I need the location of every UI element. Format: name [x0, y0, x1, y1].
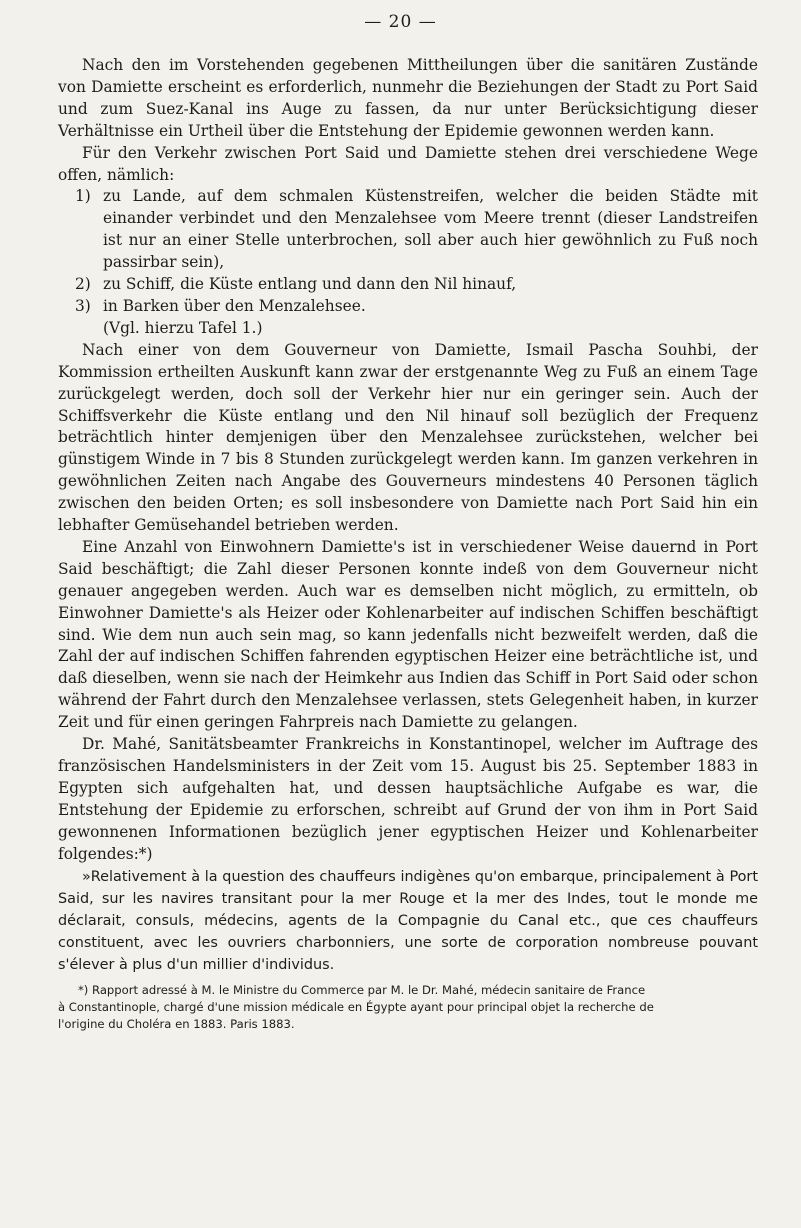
- french-quotation: »Relativement à la question des chauffeurs indigènes qu'on embarque, principalement à Port Said, sur les navires transitant pour la mer Rouge et la mer des Indes, tout le monde me déclarait, consuls, médecins, agents de la Compagnie du Canal etc., que ces chauffeurs constituent, avec les ouvriers charbonniers, une sorte de corporation nombreuse pouvant s'élever à plus d'un millier d'individus.: [58, 868, 758, 973]
- page-number: — 20 —: [364, 12, 437, 32]
- paragraph: Eine Anzahl von Einwohnern Damiette's ist in verschiedener Weise dauernd in Port Said beschäftigt; die Zahl dieser Personen konnte indeß von dem Gouverneur nicht genauer angegeben werden. Auch war es demselben nicht möglich, zu ermitteln, ob Einwohner Damiette's als Heizer oder Kohlenarbeiter auf indischen Schiffen beschäftigt sind. Wie dem nun auch sein mag, so kann jedenfalls nicht bezweifelt werden, daß die Zahl der auf indischen Schiffen fahrenden egyptischen Heizer eine beträchtliche ist, und daß dieselben, wenn sie nach der Heimkehr aus Indien das Schiff in Port Said oder schon während der Fahrt durch den Menzalehsee verlassen, stets Gelegenheit haben, in kurzer Zeit und für einen geringen Fahrpreis nach Damiette zu gelangen.: [58, 537, 758, 732]
- paragraph: Für den Verkehr zwischen Port Said und Damiette stehen drei verschiedene Wege offen, nämlich:: [58, 143, 758, 184]
- list-text: zu Lande, auf dem schmalen Küstenstreifen, welcher die beiden Städte mit einander verbindet und den Menzalehsee vom Meere trennt (dieser Landstreifen ist nur an einer Stelle unterbrochen, soll aber auch hier gewöhnlich zu Fuß noch passirbar sein),: [103, 187, 758, 272]
- list-item: [58, 296, 758, 318]
- list-number: 1): [75, 187, 91, 206]
- list-number: 2): [75, 275, 91, 294]
- paragraph: Dr. Mahé, Sanitätsbeamter Frankreichs in Konstantinopel, welcher im Auftrage des französischen Handelsministers in der Zeit vom 15. August bis 25. September 1883 in Egypten sich aufgehalten hat, und dessen hauptsächliche Aufgabe es war, die Entstehung der Epidemie zu erforschen, schreibt auf Grund der von ihm in Port Said gewonnenen Informationen bezüglich jener egyptischen Heizer und Kohlenarbeiter folgendes:*): [58, 735, 758, 863]
- list-text: zu Schiff, die Küste entlang und dann den Nil hinauf,: [103, 275, 517, 294]
- footnote-marker: *): [78, 982, 89, 997]
- page-body: [58, 55, 758, 1033]
- reference-text: (Vgl. hierzu Tafel 1.): [103, 318, 263, 337]
- footnote-line: Rapport adressé à M. le Ministre du Commerce par M. le Dr. Mahé, médecin sanitaire de France: [92, 982, 646, 997]
- list-text: in Barken über den Menzalehsee.: [103, 296, 366, 315]
- footnote-line: à Constantinople, chargé d'une mission médicale en Égypte ayant pour principal objet la recherche de: [58, 999, 654, 1014]
- footnote: [58, 982, 758, 1033]
- routes-list: [58, 186, 758, 339]
- paragraph: Nach den im Vorstehenden gegebenen Mittheilungen über die sanitären Zustände von Damiette erscheint es erforderlich, nunmehr die Beziehungen der Stadt zu Port Said und zum Suez-Kanal ins Auge zu fassen, da nur unter Berücksichtigung dieser Verhältnisse ein Urtheil über die Entstehung der Epidemie gewonnen werden kann.: [58, 56, 758, 140]
- list-item: [58, 186, 758, 274]
- paragraph: Nach einer von dem Gouverneur von Damiette, Ismail Pascha Souhbi, der Kommission ertheilten Auskunft kann zwar der erstgenannte Weg zu Fuß an einem Tage zurückgelegt werden, doch soll der Verkehr hier nur ein geringer sein. Auch der Schiffsverkehr die Küste entlang und den Nil hinauf soll bezüglich der Frequenz beträchtlich hinter demjenigen über den Menzalehsee zurückstehen, welcher bei günstigem Winde in 7 bis 8 Stunden zurückgelegt werden kann. Im ganzen verkehren in gewöhnlichen Zeiten nach Angabe des Gouverneurs mindestens 40 Personen täglich zwischen den beiden Orten; es soll insbesondere von Damiette nach Port Said hin ein lebhafter Gemüsehandel betrieben werden.: [58, 340, 758, 535]
- list-number: 3): [75, 296, 91, 315]
- list-item: [58, 274, 758, 296]
- footnote-line: l'origine du Choléra en 1883. Paris 1883.: [58, 1016, 295, 1031]
- plate-reference: [58, 318, 758, 340]
